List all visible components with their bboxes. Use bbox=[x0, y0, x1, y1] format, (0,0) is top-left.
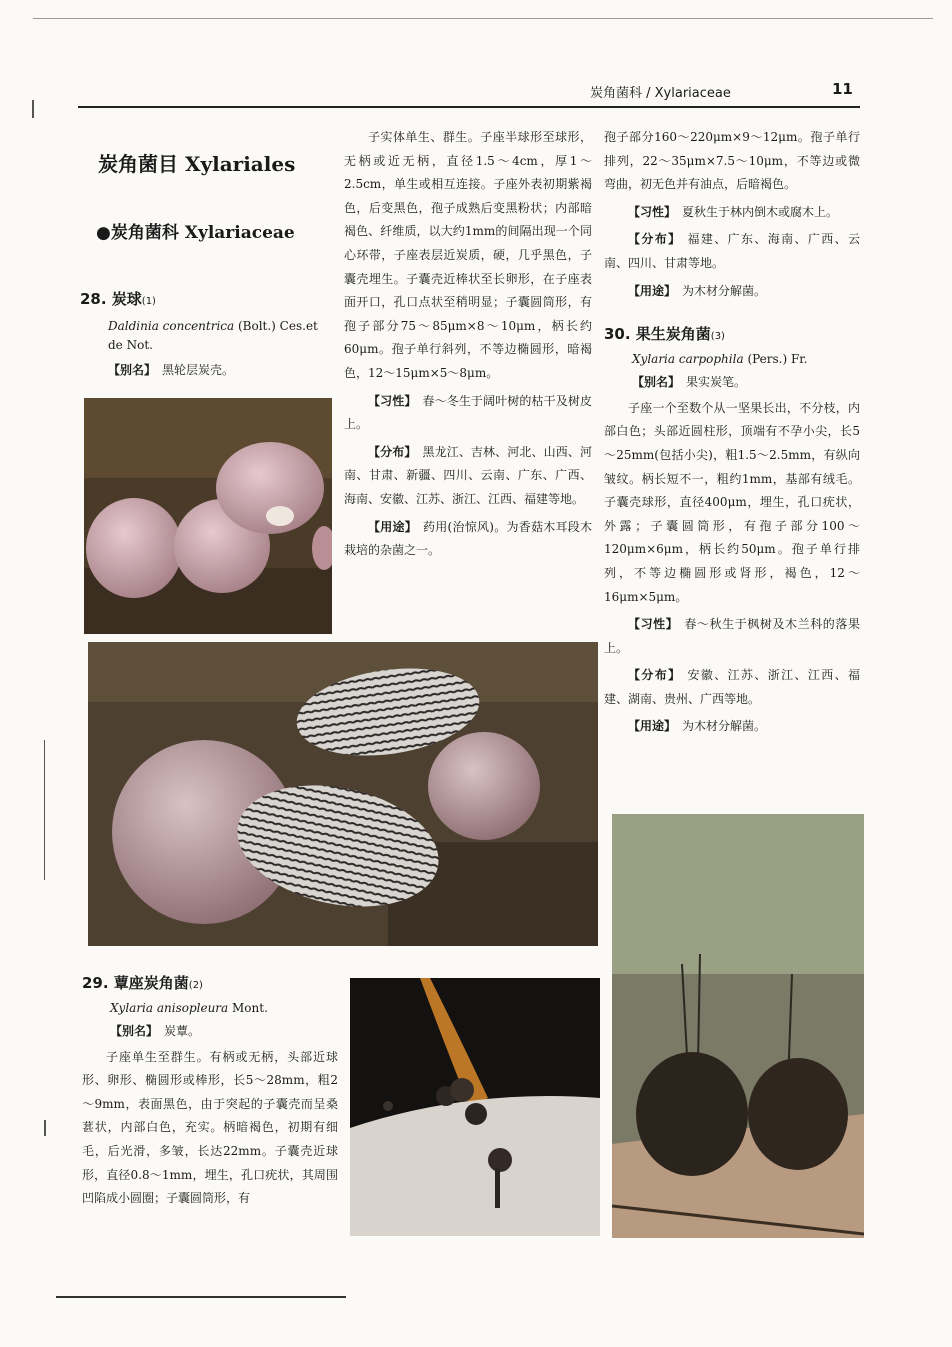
species-28-habit: 【习性】 春～冬生于阔叶树的枯干及树皮上。 bbox=[344, 393, 592, 432]
photo-daldinia-section bbox=[88, 642, 598, 946]
footer-rule bbox=[56, 1296, 346, 1298]
species-29-habit: 【习性】 夏秋生于林内倒木或腐木上。 bbox=[628, 204, 839, 219]
photo-daldinia-concentrica bbox=[84, 398, 332, 634]
species-29-title: 29. 蕈座炭角菌(2) bbox=[82, 974, 203, 992]
species-30-distribution: 【分布】 安徽、江苏、浙江、江西、福建、湖南、贵州、广西等地。 bbox=[604, 668, 860, 706]
page-number: 11 bbox=[832, 80, 853, 98]
species-30-alias: 【别名】 果实炭笔。 bbox=[632, 375, 747, 390]
scan-edge-rule bbox=[33, 18, 933, 19]
order-heading: 炭角菌目 Xylariales bbox=[98, 152, 296, 176]
species-29-use: 【用途】 为木材分解菌。 bbox=[628, 283, 767, 298]
species-28-description: 子实体单生、群生。子座半球形至球形，无柄或近无柄，直径1.5～4cm，厚1～2.5cm，单生或相互连接。子座外表初期紫褐色，后变黑色，孢子成熟后变黑粉状；内部暗褐色、纤维质，以大约1mm的间隔出现一个同心环带，子座表层近炭质，硬，几乎黑色，子囊壳埋生。子囊壳近棒状至长卵形，在子座表面开口，孔口点状至稍明显；子囊圆筒形，有孢子部分75～85μm×8～10μm，柄长约60μm。孢子单行斜列，不等边椭圆形，暗褐色，12～15μm×5～8μm。 bbox=[344, 130, 592, 380]
species-28-body bbox=[344, 126, 592, 563]
species-30-use: 【用途】 为木材分解菌。 bbox=[628, 719, 767, 734]
header-rule bbox=[78, 106, 860, 108]
species-30-habit: 【习性】 春～秋生于枫树及木兰科的落果上。 bbox=[604, 617, 860, 655]
species-28-latin: Daldinia concentrica (Bolt.) Ces.et de Not. bbox=[108, 319, 318, 352]
species-29-continuation: 孢子部分160～220μm×9～12μm。孢子单行排列，22～35μm×7.5～10μm，不等边或微弯曲，初无色并有油点，后暗褐色。 bbox=[604, 130, 860, 192]
running-title: 炭角菌科 / Xylariaceae bbox=[590, 86, 731, 101]
family-heading: ●炭角菌科 Xylariaceae bbox=[96, 223, 295, 243]
scan-margin-mark bbox=[44, 740, 45, 880]
scan-margin-mark bbox=[44, 1120, 46, 1136]
species-29-description: 子座单生至群生。有柄或无柄，头部近球形、卵形、椭圆形或棒形，长5～28mm，粗2～9mm，表面黑色，由于突起的子囊壳而呈桑葚状，内部白色，充实。柄暗褐色，初期有细毛，后光滑，多皱，长达22mm。子囊壳近球形，直径0.8～1mm，埋生，孔口疣状，其周围凹陷成小圆圈；子囊圆筒形，有 bbox=[82, 1049, 338, 1206]
species-29-distribution: 【分布】 福建、广东、海南、广西、云南、四川、甘肃等地。 bbox=[604, 232, 860, 270]
species-28-distribution: 【分布】 黑龙江、吉林、河北、山西、河南、甘肃、新疆、四川、云南、广东、广西、海南、安徽、江苏、浙江、江西、福建等地。 bbox=[344, 444, 592, 506]
species-28-header bbox=[80, 288, 336, 383]
right-column bbox=[604, 126, 860, 739]
species-30-latin: Xylaria carpophila (Pers.) Fr. bbox=[632, 352, 808, 367]
species-29-latin: Xylaria anisopleura Mont. bbox=[110, 1001, 268, 1015]
scan-margin-mark bbox=[32, 100, 34, 118]
species-28-use: 【用途】 药用(治惊风)。为香菇木耳段木栽培的杂菌之一。 bbox=[344, 519, 592, 558]
species-28-alias: 【别名】 黑轮层炭壳。 bbox=[108, 363, 235, 377]
species-29-alias: 【别名】 炭蕈。 bbox=[110, 1024, 201, 1038]
species-28-title: 28. 炭球(1) bbox=[80, 290, 156, 308]
species-30-title: 30. 果生炭角菌(3) bbox=[604, 325, 725, 344]
photo-xylaria-anisopleura bbox=[350, 978, 600, 1236]
photo-xylaria-carpophila bbox=[612, 814, 864, 1238]
species-29-body bbox=[82, 972, 338, 1211]
species-30-description: 子座一个至数个从一坚果长出，不分枝，内部白色；头部近圆柱形，顶端有不孕小尖，长5～25mm(包括小尖)，粗1.5～2.5mm，有纵向皱纹。柄长短不一，粗约1mm，基部有绒毛。子囊壳球形，直径400μm，埋生，孔口疣状，外露；子囊圆筒形，有孢子部分100～120μm×6μm，柄长约50μm。孢子单行排列，不等边椭圆形或肾形，褐色，12～16μm×5μm。 bbox=[604, 400, 860, 604]
